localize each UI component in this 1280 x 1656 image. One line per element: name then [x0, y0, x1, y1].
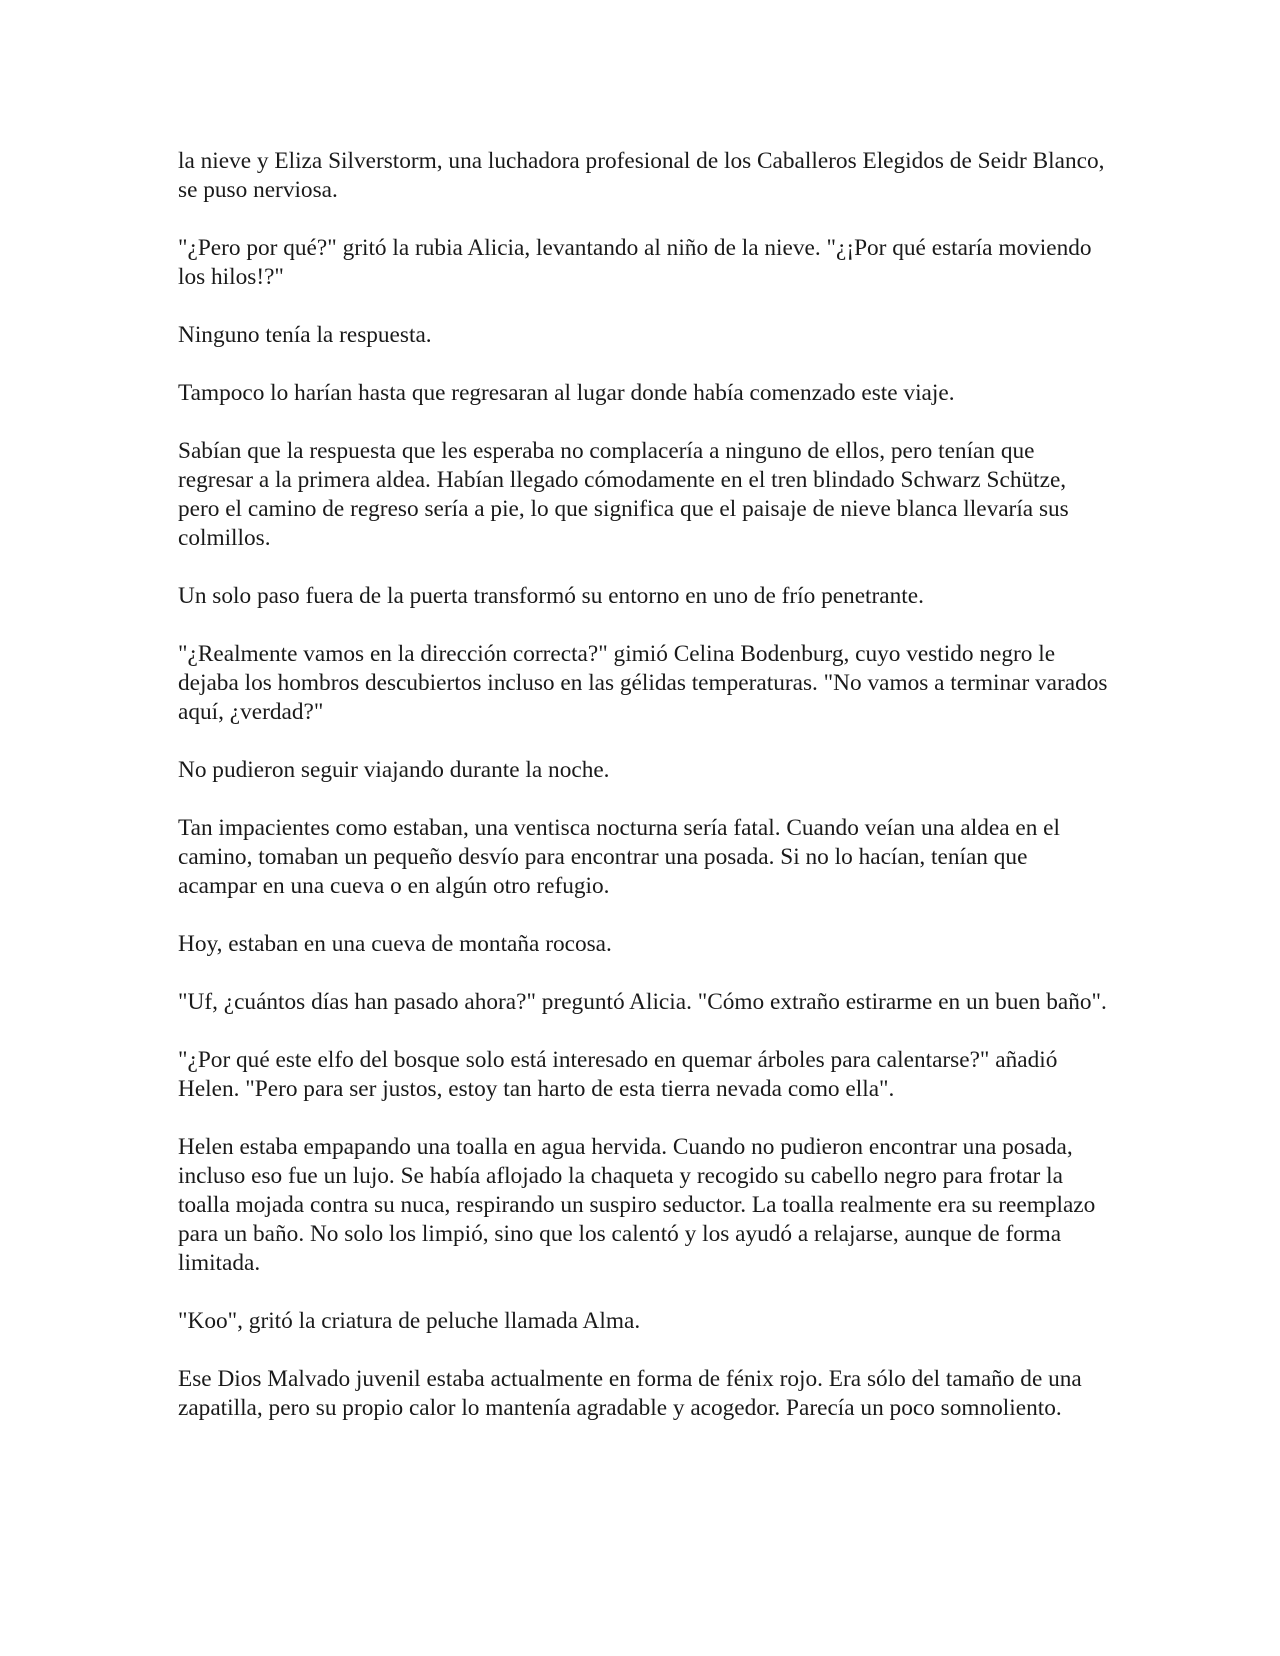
- paragraph: No pudieron seguir viajando durante la noche.: [178, 757, 610, 783]
- body-text: [178, 147, 1108, 1423]
- paragraph: "¿Realmente vamos en la dirección correcta?" gimió Celina Bodenburg, cuyo vestido negro le dejaba los hombros descubiertos incluso en las gélidas temperaturas. "No vamos a terminar varados aquí, ¿verdad?": [178, 641, 1108, 725]
- paragraph: "Koo", gritó la criatura de peluche llamada Alma.: [178, 1308, 641, 1334]
- paragraph: Helen estaba empapando una toalla en agua hervida. Cuando no pudieron encontrar una posada, incluso eso fue un lujo. Se había aflojado la chaqueta y recogido su cabello negro para frotar la toalla mojada contra su nuca, respirando un suspiro seductor. La toalla realmente era su reemplazo para un baño. No solo los limpió, sino que los calentó y los ayudó a relajarse, aunque de forma limitada.: [178, 1134, 1096, 1276]
- paragraph: Hoy, estaban en una cueva de montaña rocosa.: [178, 931, 612, 957]
- paragraph: Sabían que la respuesta que les esperaba no complacería a ninguno de ellos, pero tenían que regresar a la primera aldea. Habían llegado cómodamente en el tren blindado Schwarz Schütze, pero el camino de regreso sería a pie, lo que significa que el paisaje de nieve blanca llevaría sus colmillos.: [178, 438, 1069, 551]
- paragraph: "¿Pero por qué?" gritó la rubia Alicia, levantando al niño de la nieve. "¿¡Por qué estaría moviendo los hilos!?": [178, 235, 1092, 290]
- paragraph: Ninguno tenía la respuesta.: [178, 322, 432, 348]
- paragraph: la nieve y Eliza Silverstorm, una luchadora profesional de los Caballeros Elegidos de Seidr Blanco, se puso nerviosa.: [178, 148, 1105, 203]
- paragraph: Ese Dios Malvado juvenil estaba actualmente en forma de fénix rojo. Era sólo del tamaño de una zapatilla, pero su propio calor lo mantenía agradable y acogedor. Parecía un poco somnoliento.: [178, 1366, 1082, 1421]
- paragraph: "¿Por qué este elfo del bosque solo está interesado en quemar árboles para calentarse?" añadió Helen. "Pero para ser justos, estoy tan harto de esta tierra nevada como ella".: [178, 1047, 1058, 1102]
- paragraph: "Uf, ¿cuántos días han pasado ahora?" preguntó Alicia. "Cómo extraño estirarme en un buen baño".: [178, 989, 1107, 1015]
- paragraph: Tampoco lo harían hasta que regresaran al lugar donde había comenzado este viaje.: [178, 380, 955, 406]
- paragraph: Tan impacientes como estaban, una ventisca nocturna sería fatal. Cuando veían una aldea en el camino, tomaban un pequeño desvío para encontrar una posada. Si no lo hacían, tenían que acampar en una cueva o en algún otro refugio.: [178, 815, 1060, 899]
- paragraph: Un solo paso fuera de la puerta transformó su entorno en uno de frío penetrante.: [178, 583, 924, 609]
